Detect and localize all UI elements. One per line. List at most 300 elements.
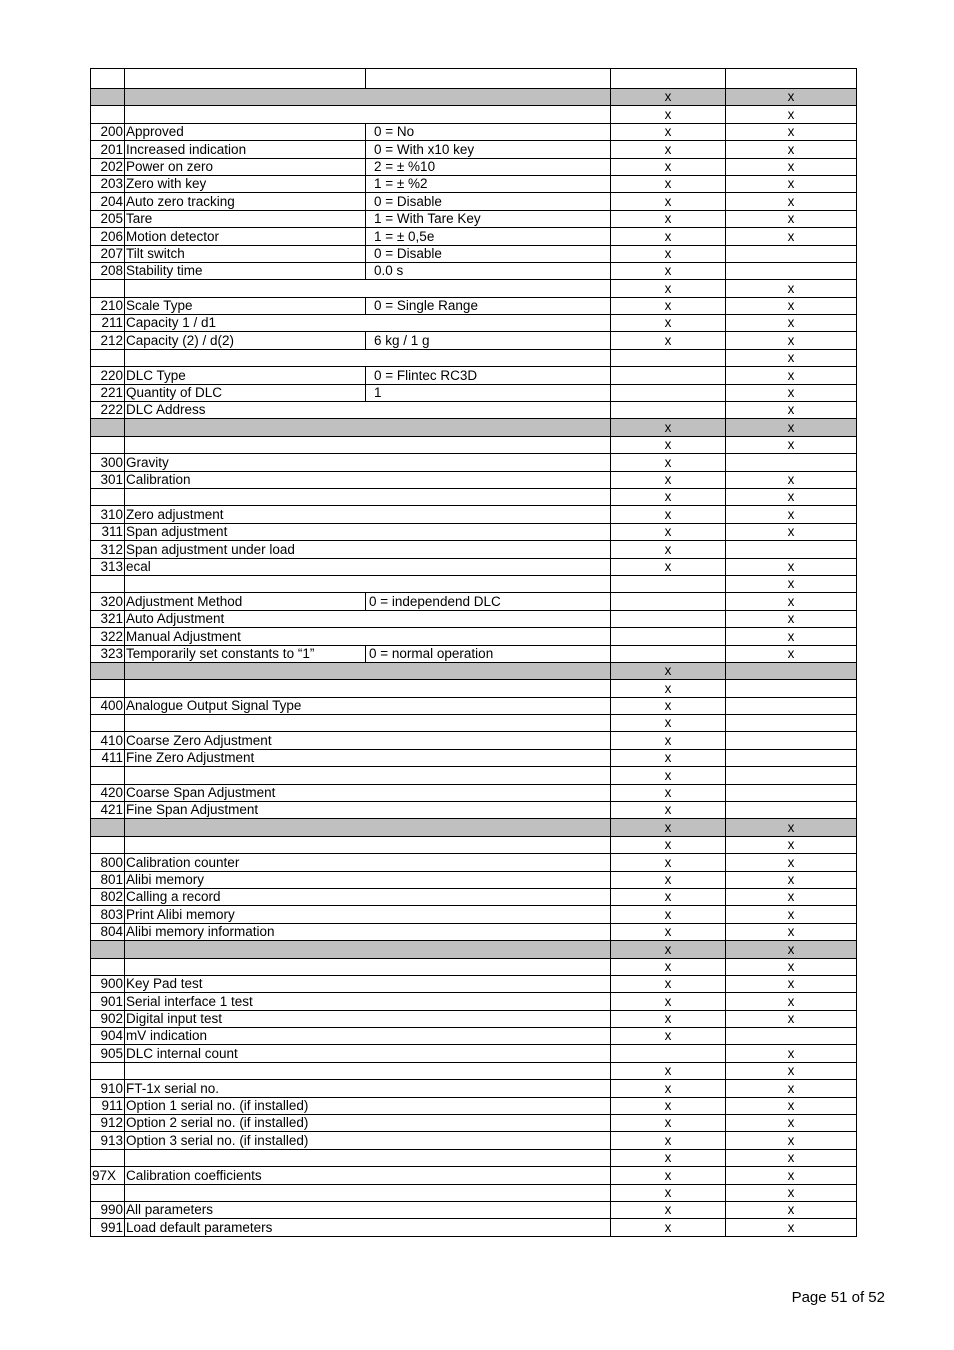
table-row <box>91 1115 857 1132</box>
column-a-mark: x <box>611 1149 726 1166</box>
param-number <box>91 767 125 784</box>
column-a-mark <box>611 349 726 366</box>
param-name: Scale Type <box>125 297 366 314</box>
param-value: 0 = Disable <box>366 245 611 262</box>
param-name: Serial interface 1 test <box>125 993 611 1010</box>
param-name: Calibration <box>125 471 611 488</box>
column-b-mark: x <box>726 819 857 836</box>
param-number: 222 <box>91 402 125 419</box>
column-b-mark: x <box>726 419 857 436</box>
column-a-mark: x <box>611 228 726 245</box>
column-b-mark: x <box>726 506 857 523</box>
param-number: 913 <box>91 1132 125 1149</box>
param-name <box>125 575 611 592</box>
column-a-mark: x <box>611 958 726 975</box>
table-row <box>91 645 857 662</box>
table-row <box>91 1028 857 1045</box>
param-name: Span adjustment <box>125 523 611 540</box>
column-a-mark: x <box>611 558 726 575</box>
param-number: 803 <box>91 906 125 923</box>
param-value: 0 = No <box>366 123 611 140</box>
param-name: Gravity <box>125 454 611 471</box>
column-a-mark: x <box>611 732 726 749</box>
column-a-mark: x <box>611 888 726 905</box>
param-number <box>91 436 125 453</box>
param-value: 1 = ± %2 <box>366 175 611 192</box>
column-b-mark <box>726 541 857 558</box>
column-b-mark: x <box>726 871 857 888</box>
param-number: 801 <box>91 871 125 888</box>
param-value <box>366 69 611 89</box>
column-a-mark: x <box>611 819 726 836</box>
param-number: 207 <box>91 245 125 262</box>
column-b-mark <box>726 69 857 89</box>
column-b-mark: x <box>726 332 857 349</box>
column-b-mark <box>726 767 857 784</box>
column-a-mark: x <box>611 1167 726 1184</box>
param-number: 991 <box>91 1219 125 1236</box>
page-number: Page 51 of 52 <box>791 1289 885 1306</box>
column-b-mark: x <box>726 1219 857 1236</box>
param-name: Power on zero <box>125 158 366 175</box>
param-name: Load default parameters <box>125 1219 611 1236</box>
table-row <box>91 715 857 732</box>
column-a-mark: x <box>611 680 726 697</box>
param-number: 322 <box>91 628 125 645</box>
param-value: 1 <box>366 384 611 401</box>
table-row <box>91 854 857 871</box>
param-name: Capacity (2) / d(2) <box>125 332 366 349</box>
column-b-mark: x <box>726 558 857 575</box>
param-number: 205 <box>91 210 125 227</box>
column-b-mark: x <box>726 436 857 453</box>
param-name: Alibi memory <box>125 871 611 888</box>
param-number <box>91 69 125 89</box>
column-a-mark: x <box>611 836 726 853</box>
section-row <box>91 419 857 436</box>
param-number <box>91 836 125 853</box>
column-b-mark <box>726 715 857 732</box>
param-number: 300 <box>91 454 125 471</box>
param-name <box>125 488 611 505</box>
param-number: 200 <box>91 123 125 140</box>
column-a-mark: x <box>611 123 726 140</box>
parameter-table <box>90 68 857 1237</box>
column-a-mark: x <box>611 1028 726 1045</box>
param-number: 400 <box>91 697 125 714</box>
table-row <box>91 315 857 332</box>
column-b-mark: x <box>726 488 857 505</box>
table-row <box>91 141 857 158</box>
param-value: 0.0 s <box>366 262 611 279</box>
param-number: 900 <box>91 975 125 992</box>
table-row <box>91 593 857 610</box>
column-b-mark: x <box>726 1062 857 1079</box>
column-b-mark: x <box>726 1132 857 1149</box>
param-name: Print Alibi memory <box>125 906 611 923</box>
param-value: 0 = independend DLC <box>366 593 611 610</box>
column-b-mark <box>726 662 857 679</box>
column-b-mark: x <box>726 854 857 871</box>
table-row <box>91 123 857 140</box>
param-number: 802 <box>91 888 125 905</box>
param-name: Temporarily set constants to “1” <box>125 645 366 662</box>
table-row <box>91 541 857 558</box>
column-a-mark: x <box>611 993 726 1010</box>
column-a-mark <box>611 384 726 401</box>
column-b-mark <box>726 749 857 766</box>
param-value: 0 = normal operation <box>366 645 611 662</box>
param-name: DLC Type <box>125 367 366 384</box>
param-name: Analogue Output Signal Type <box>125 697 611 714</box>
column-b-mark: x <box>726 941 857 958</box>
table-row <box>91 1149 857 1166</box>
column-a-mark <box>611 367 726 384</box>
column-b-mark: x <box>726 158 857 175</box>
column-a-mark: x <box>611 697 726 714</box>
column-b-mark: x <box>726 384 857 401</box>
param-number: 321 <box>91 610 125 627</box>
param-value: 6 kg / 1 g <box>366 332 611 349</box>
column-a-mark: x <box>611 854 726 871</box>
param-value: 2 = ± %10 <box>366 158 611 175</box>
param-number: 990 <box>91 1202 125 1219</box>
param-name <box>125 715 611 732</box>
column-a-mark: x <box>611 315 726 332</box>
column-a-mark: x <box>611 1080 726 1097</box>
param-number: 310 <box>91 506 125 523</box>
param-number: 208 <box>91 262 125 279</box>
column-a-mark: x <box>611 488 726 505</box>
column-a-mark <box>611 610 726 627</box>
column-a-mark: x <box>611 332 726 349</box>
column-b-mark: x <box>726 1202 857 1219</box>
table-row <box>91 628 857 645</box>
param-name: Auto zero tracking <box>125 193 366 210</box>
section-row <box>91 819 857 836</box>
param-name: Key Pad test <box>125 975 611 992</box>
column-a-mark: x <box>611 175 726 192</box>
column-a-mark <box>611 645 726 662</box>
table-row <box>91 193 857 210</box>
param-number: 323 <box>91 645 125 662</box>
column-a-mark: x <box>611 975 726 992</box>
column-a-mark: x <box>611 802 726 819</box>
param-name <box>125 662 611 679</box>
param-number <box>91 106 125 123</box>
column-a-mark: x <box>611 871 726 888</box>
param-name <box>125 767 611 784</box>
param-number: 320 <box>91 593 125 610</box>
param-name: Stability time <box>125 262 366 279</box>
param-name: Alibi memory information <box>125 923 611 940</box>
column-b-mark: x <box>726 315 857 332</box>
table-row <box>91 280 857 297</box>
table-row <box>91 106 857 123</box>
param-number: 204 <box>91 193 125 210</box>
section-row <box>91 941 857 958</box>
table-row <box>91 436 857 453</box>
param-number: 911 <box>91 1097 125 1114</box>
column-b-mark: x <box>726 141 857 158</box>
table-row <box>91 384 857 401</box>
section-row <box>91 662 857 679</box>
param-name: Tare <box>125 210 366 227</box>
column-a-mark: x <box>611 1010 726 1027</box>
param-name: Calibration coefficients <box>125 1167 611 1184</box>
column-a-mark: x <box>611 245 726 262</box>
table-row <box>91 749 857 766</box>
param-number <box>91 89 125 106</box>
param-name <box>125 349 611 366</box>
param-name <box>125 419 611 436</box>
param-name: Option 1 serial no. (if installed) <box>125 1097 611 1114</box>
column-b-mark: x <box>726 349 857 366</box>
param-number: 211 <box>91 315 125 332</box>
param-name: FT-1x serial no. <box>125 1080 611 1097</box>
param-name <box>125 106 611 123</box>
table-row <box>91 210 857 227</box>
column-b-mark: x <box>726 993 857 1010</box>
column-a-mark: x <box>611 419 726 436</box>
param-name: Calling a record <box>125 888 611 905</box>
param-number: 201 <box>91 141 125 158</box>
param-name <box>125 1062 611 1079</box>
table-row <box>91 975 857 992</box>
param-name: Increased indication <box>125 141 366 158</box>
param-value: 0 = Single Range <box>366 297 611 314</box>
param-name <box>125 69 366 89</box>
column-b-mark: x <box>726 1115 857 1132</box>
table-row <box>91 802 857 819</box>
table-row <box>91 836 857 853</box>
column-a-mark <box>611 1045 726 1062</box>
column-b-mark: x <box>726 193 857 210</box>
table-row <box>91 349 857 366</box>
table-row <box>91 175 857 192</box>
column-a-mark: x <box>611 158 726 175</box>
column-b-mark: x <box>726 906 857 923</box>
column-b-mark: x <box>726 645 857 662</box>
table-row <box>91 1184 857 1201</box>
param-name: Coarse Span Adjustment <box>125 784 611 801</box>
column-a-mark: x <box>611 1184 726 1201</box>
param-name: Quantity of DLC <box>125 384 366 401</box>
table-row <box>91 454 857 471</box>
param-name <box>125 836 611 853</box>
table-row <box>91 1045 857 1062</box>
column-b-mark: x <box>726 471 857 488</box>
param-number <box>91 958 125 975</box>
header-row <box>91 69 857 89</box>
table-row <box>91 575 857 592</box>
param-number <box>91 680 125 697</box>
param-number: 800 <box>91 854 125 871</box>
param-name: Option 2 serial no. (if installed) <box>125 1115 611 1132</box>
param-value: 1 = ± 0,5e <box>366 228 611 245</box>
table-row <box>91 471 857 488</box>
column-b-mark <box>726 1028 857 1045</box>
table-row <box>91 958 857 975</box>
param-number: 311 <box>91 523 125 540</box>
param-number <box>91 819 125 836</box>
column-a-mark: x <box>611 297 726 314</box>
table-row <box>91 784 857 801</box>
param-number: 313 <box>91 558 125 575</box>
table-row <box>91 367 857 384</box>
param-name: Fine Span Adjustment <box>125 802 611 819</box>
column-b-mark: x <box>726 123 857 140</box>
table-row <box>91 506 857 523</box>
column-b-mark: x <box>726 1184 857 1201</box>
column-a-mark: x <box>611 141 726 158</box>
column-b-mark <box>726 802 857 819</box>
param-value: 0 = With x10 key <box>366 141 611 158</box>
table-row <box>91 1132 857 1149</box>
table-row <box>91 732 857 749</box>
table-row <box>91 680 857 697</box>
table-row <box>91 610 857 627</box>
table-row <box>91 1097 857 1114</box>
column-b-mark: x <box>726 610 857 627</box>
param-name: Coarse Zero Adjustment <box>125 732 611 749</box>
column-b-mark: x <box>726 1149 857 1166</box>
param-number: 902 <box>91 1010 125 1027</box>
column-a-mark: x <box>611 941 726 958</box>
param-number <box>91 1149 125 1166</box>
column-a-mark: x <box>611 506 726 523</box>
param-number: 203 <box>91 175 125 192</box>
table-row <box>91 332 857 349</box>
column-a-mark: x <box>611 767 726 784</box>
param-value: 0 = Flintec RC3D <box>366 367 611 384</box>
param-value: 1 = With Tare Key <box>366 210 611 227</box>
param-name <box>125 89 611 106</box>
param-number <box>91 419 125 436</box>
param-number: 206 <box>91 228 125 245</box>
column-a-mark: x <box>611 1132 726 1149</box>
column-a-mark <box>611 628 726 645</box>
column-a-mark: x <box>611 471 726 488</box>
column-a-mark <box>611 593 726 610</box>
table-row <box>91 228 857 245</box>
table-row <box>91 158 857 175</box>
param-name: Manual Adjustment <box>125 628 611 645</box>
table-row <box>91 1167 857 1184</box>
column-b-mark: x <box>726 89 857 106</box>
table-row <box>91 262 857 279</box>
column-a-mark: x <box>611 1219 726 1236</box>
table-row <box>91 1080 857 1097</box>
param-name: mV indication <box>125 1028 611 1045</box>
table-row <box>91 523 857 540</box>
param-name: All parameters <box>125 1202 611 1219</box>
column-a-mark: x <box>611 1115 726 1132</box>
table-row <box>91 697 857 714</box>
param-number: 212 <box>91 332 125 349</box>
table-row <box>91 923 857 940</box>
param-name: Motion detector <box>125 228 366 245</box>
table-row <box>91 1219 857 1236</box>
param-number: 804 <box>91 923 125 940</box>
column-b-mark: x <box>726 958 857 975</box>
param-name: Option 3 serial no. (if installed) <box>125 1132 611 1149</box>
param-number: 97X <box>91 1167 125 1184</box>
param-name <box>125 819 611 836</box>
param-number <box>91 941 125 958</box>
param-number: 410 <box>91 732 125 749</box>
table-row <box>91 297 857 314</box>
param-number: 301 <box>91 471 125 488</box>
param-number: 901 <box>91 993 125 1010</box>
column-b-mark: x <box>726 228 857 245</box>
param-name: Adjustment Method <box>125 593 366 610</box>
table-row <box>91 1202 857 1219</box>
column-a-mark: x <box>611 454 726 471</box>
param-number <box>91 349 125 366</box>
column-b-mark: x <box>726 888 857 905</box>
column-a-mark <box>611 402 726 419</box>
param-name <box>125 958 611 975</box>
column-b-mark <box>726 680 857 697</box>
column-b-mark: x <box>726 210 857 227</box>
column-a-mark: x <box>611 280 726 297</box>
param-name <box>125 941 611 958</box>
param-name: Auto Adjustment <box>125 610 611 627</box>
column-b-mark: x <box>726 402 857 419</box>
table-row <box>91 1010 857 1027</box>
column-b-mark: x <box>726 106 857 123</box>
param-name: Fine Zero Adjustment <box>125 749 611 766</box>
param-name: Digital input test <box>125 1010 611 1027</box>
column-b-mark <box>726 732 857 749</box>
column-b-mark: x <box>726 1097 857 1114</box>
param-name: Capacity 1 / d1 <box>125 315 611 332</box>
column-b-mark: x <box>726 523 857 540</box>
param-value: 0 = Disable <box>366 193 611 210</box>
param-name: DLC Address <box>125 402 611 419</box>
column-b-mark: x <box>726 836 857 853</box>
parameter-table-body <box>91 69 857 1237</box>
column-a-mark: x <box>611 784 726 801</box>
column-a-mark: x <box>611 662 726 679</box>
column-b-mark: x <box>726 575 857 592</box>
param-name: Approved <box>125 123 366 140</box>
column-b-mark: x <box>726 628 857 645</box>
param-number: 912 <box>91 1115 125 1132</box>
table-row <box>91 245 857 262</box>
param-number <box>91 488 125 505</box>
param-name: ecal <box>125 558 611 575</box>
column-a-mark: x <box>611 262 726 279</box>
column-b-mark: x <box>726 975 857 992</box>
param-number: 905 <box>91 1045 125 1062</box>
column-b-mark: x <box>726 280 857 297</box>
param-number: 421 <box>91 802 125 819</box>
param-name <box>125 280 611 297</box>
param-name: DLC internal count <box>125 1045 611 1062</box>
param-number: 910 <box>91 1080 125 1097</box>
column-a-mark: x <box>611 1202 726 1219</box>
column-a-mark: x <box>611 1062 726 1079</box>
column-a-mark: x <box>611 193 726 210</box>
param-name: Zero with key <box>125 175 366 192</box>
param-number <box>91 662 125 679</box>
table-row <box>91 906 857 923</box>
param-number: 420 <box>91 784 125 801</box>
param-name <box>125 436 611 453</box>
column-b-mark: x <box>726 367 857 384</box>
